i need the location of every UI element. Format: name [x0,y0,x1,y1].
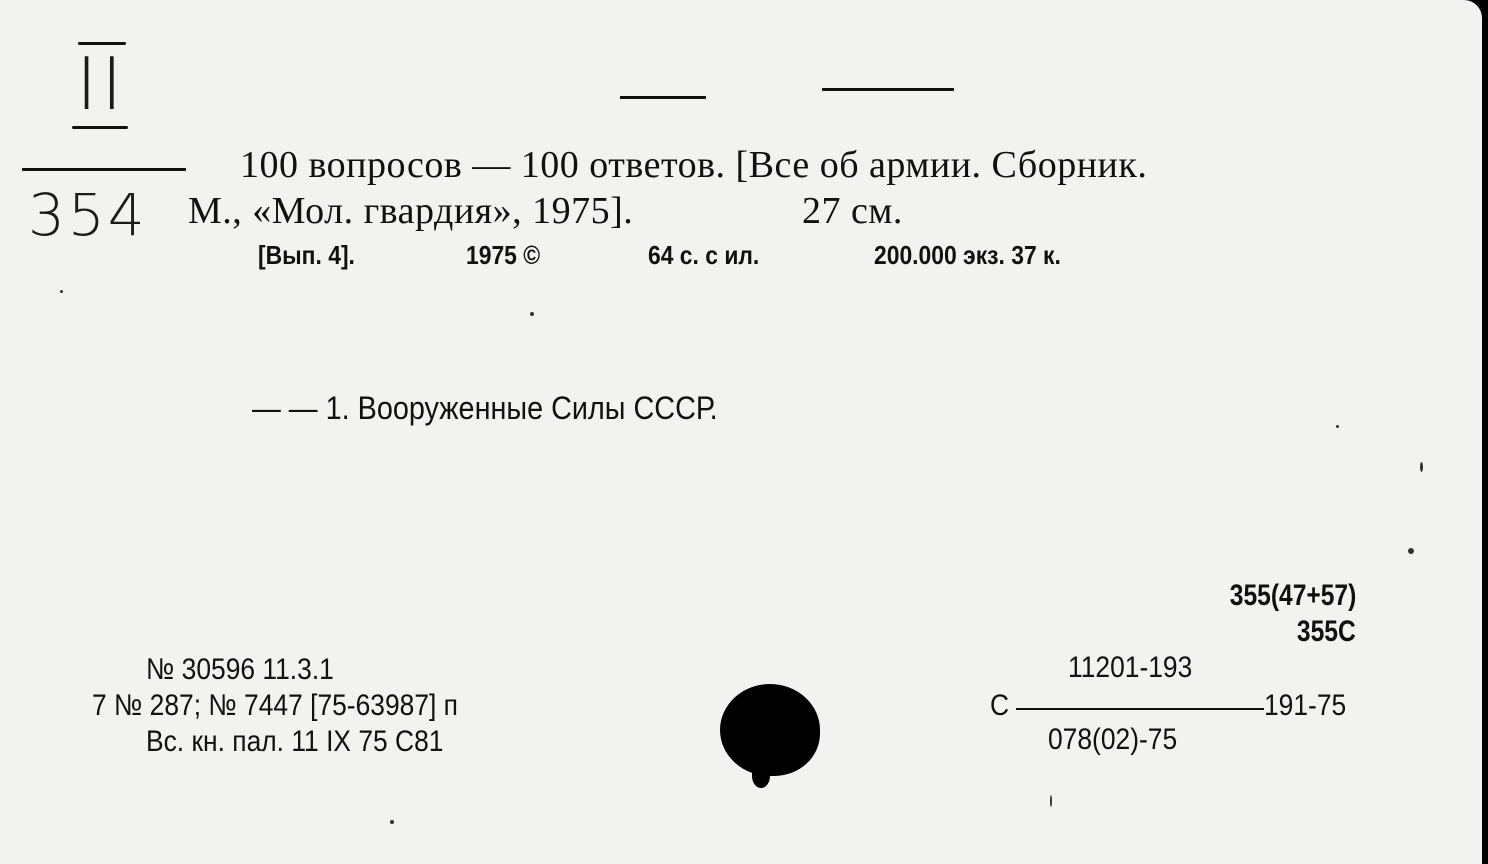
copyright-year: 1975 © [466,240,541,270]
separator-line [22,168,186,171]
scan-speck [1408,548,1414,554]
underline-mark [72,126,128,129]
fraction-denominator: 078(02)-75 [1048,723,1178,756]
size-text: 27 см. [802,190,903,232]
scan-speck [1050,795,1052,807]
dash-mark [822,88,954,91]
issue-text: [Вып. 4]. [258,240,355,270]
registry-line-1: № 30596 11.3.1 [146,653,334,686]
class-number: 354 [28,181,148,249]
scan-speck [60,290,63,293]
subject-heading: — — 1. Вооруженные Силы СССР. [252,390,718,426]
fraction-suffix: 191-75 [1264,689,1347,722]
scan-speck [390,820,394,824]
shelf-mark: II [76,42,127,126]
scan-speck [1420,462,1423,472]
registry-line-2: 7 № 287; № 7447 [75-63987] п [92,689,458,722]
scan-speck [530,312,534,316]
punch-hole-tab [752,764,770,788]
udc-index: 355(47+57) [1229,579,1356,612]
fraction-numerator: 11201-193 [1068,651,1193,684]
pages-text: 64 с. с ил. [648,240,760,270]
fraction-prefix: С [990,689,1010,722]
imprint-line: М., «Мол. гвардия», 1975]. [188,190,634,232]
title-line: 100 вопросов — 100 ответов. [Все об армии. Сборник. [240,144,1148,186]
scan-speck [1336,425,1339,428]
dash-mark [620,96,706,99]
registry-line-3: Вс. кн. пал. 11 IX 75 С81 [146,725,444,758]
print-run: 200.000 экз. 37 к. [874,240,1061,270]
punch-hole [720,684,820,776]
bbk-index: 355С [1297,615,1356,648]
fraction-bar [1016,708,1264,710]
